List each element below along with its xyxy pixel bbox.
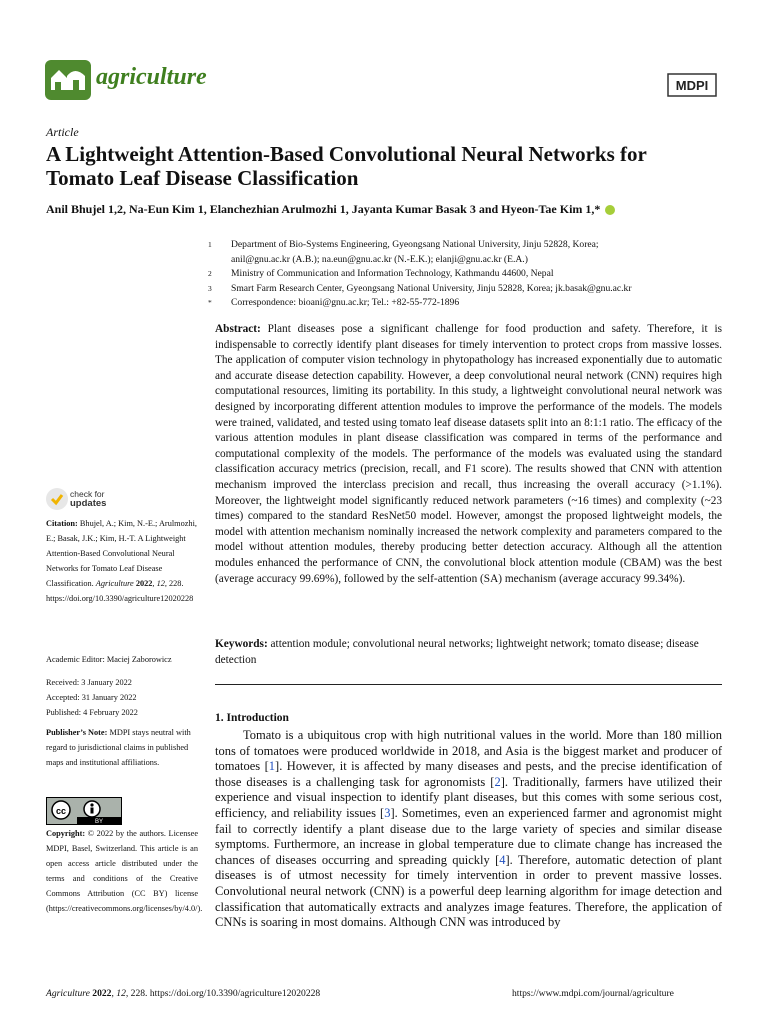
affiliation-item <box>208 282 728 297</box>
check-updates-icon <box>46 488 68 510</box>
publisher-name: MDPI <box>675 78 709 93</box>
copyright-label: Copyright: <box>46 829 86 838</box>
citation-block: Citation: Bhujel, A.; Kim, N.-E.; Arulmozhi, E.; Basak, J.K.; Kim, H.-T. A Lightweight Attention-Based Convolutional Neural Networks for Tomato Leaf Disease Classification. Agriculture 2022, 12, 228. https://doi.org/10.3390/agriculture12020228 <box>46 519 197 603</box>
publisher-note-text: MDPI stays neutral with regard to jurisdictional claims in published maps and institutional affiliations. <box>46 728 191 767</box>
footer-volume: 12 <box>116 988 126 999</box>
academic-editor: Academic Editor: Maciej Zaborowicz <box>46 655 172 664</box>
affiliation-mark: 2 <box>208 269 212 278</box>
footer-journal: Agriculture <box>46 988 90 999</box>
published-date: Published: 4 February 2022 <box>46 708 138 717</box>
publisher-note <box>46 725 198 770</box>
abstract-label: Abstract: <box>215 323 261 335</box>
citation-journal: Agriculture <box>95 579 134 588</box>
check-for-updates-badge[interactable] <box>46 488 206 516</box>
svg-text:cc: cc <box>55 806 67 816</box>
citation-text: Bhujel, A.; Kim, N.-E.; Arulmozhi, E.; Basak, J.K.; Kim, H.-T. A Lightweight Attention-Based Convolutional Neural Networks for Tomato Leaf Disease Classification. <box>46 519 197 588</box>
citation-label: Citation: <box>46 519 78 528</box>
affiliation-line: Smart Farm Research Center, Gyeongsang National University, Jinju 52828, Korea; jk.basak@gnu.ac.kr <box>231 282 632 294</box>
keywords-label: Keywords: <box>215 638 268 650</box>
publisher-note-label: Publisher’s Note: <box>46 728 108 737</box>
footer-doi[interactable]: , 228. https://doi.org/10.3390/agriculture12020228 <box>125 988 321 999</box>
cc-by-license-icon[interactable] <box>46 797 122 825</box>
dates-block <box>46 675 198 720</box>
footer-year: 2022 <box>92 988 112 999</box>
citation-year: 2022 <box>135 579 153 588</box>
affiliation-mark: * <box>208 298 212 307</box>
affiliations <box>208 238 728 311</box>
affiliation-item <box>208 267 728 282</box>
check-updates-text <box>70 490 106 508</box>
orcid-icon[interactable] <box>605 205 615 215</box>
citation-doi[interactable]: , 228. https://doi.org/10.3390/agriculture12020228 <box>46 579 194 603</box>
received-date: Received: 3 January 2022 <box>46 678 132 687</box>
journal-name: agriculture <box>96 64 207 90</box>
keywords-text: attention module; convolutional neural networks; lightweight network; tomato disease; disease detection <box>215 638 699 666</box>
mdpi-logo-icon <box>664 70 720 100</box>
reference-link[interactable]: 1 <box>268 759 276 774</box>
agriculture-logo-icon <box>45 60 91 100</box>
abstract <box>215 322 722 587</box>
accepted-date: Accepted: 31 January 2022 <box>46 693 137 702</box>
abstract-text: Plant diseases pose a significant challenge for food production and safety. Therefore, it is indispensable to correctly identify plant diseases for timely intervention to protect crops from massive losses. The application of computer vision technology in phytopathology has increased exponentially due to automatic and accurate disease detection capability. However, a deep convolutional neural network (CNN) requires high computational resources, limiting its portability. In this study, a lightweight convolutional neural network was designed by incorporating different attention modules to improve the performance of the models. The models were trained, validated, and tested using tomato leaf disease datasets split into an 8:1:1 ratio. The efficacy of the various attention modules in plant disease classification was compared in terms of the performance and computational complexity of the models. The performance of the models was evaluated using the standard classification accuracy metrics (precision, recall, and F1 score). The results showed that CNN with attention mechanism improved the interclass precision and recall, thus increasing the overall accuracy (>1.1%). Moreover, the lightweight model significantly reduced network parameters (~16 times) and complexity (~23 times) compared to the standard ResNet50 model. However, amongst the proposed lightweight models, the model with attention mechanism nominally increased the network complexity and parameters compared to the model without attention modules, thereby producing better detection accuracy. Although all the attention modules enhanced the performance of CNN, the convolutional block attention module (CBAM) was the best (average accuracy 99.69%), followed by the self-attention (SA) mechanism (average accuracy 99.34%). <box>215 323 722 585</box>
check-for-label: check for <box>70 489 105 499</box>
introduction-paragraph: Tomato is a ubiquitous crop with high nutritional values in the world. More than 180 million tons of tomatoes were produced worldwide in 2018, and Asia is the biggest market and producer of tomatoes [1]. However, it is affected by many diseases and pests, and the precise identification of those diseases is a challenging task for agronomists [2]. Traditionally, farmers have utilized their experience and visual inspection to identify plant diseases, but this comes with some serious cost, efficiency, and reliability issues [3]. Sometimes, even an experienced farmer and agronomist might fail to correctly identify a plant disease due to the large variety of species and similar disease symptoms. Furthermore, an increase in global temperature due to climate change has increased the chances of diseases occurring and spreading quickly [4]. Therefore, automatic detection of plant diseases is of utmost necessity for timely intervention in order to prevent massive losses. Convolutional neural network (CNN) is a powerful deep learning algorithm for image detection and classification that automatically extracts and analyzes image features. Therefore, the application of CNNs is soaring in most domains. Although CNN was introduced by <box>215 728 723 930</box>
keywords <box>215 637 722 668</box>
cc-by-label: BY <box>94 819 104 824</box>
author-list <box>46 202 615 217</box>
affiliation-item <box>208 296 728 311</box>
article-type: Article <box>46 125 79 139</box>
paper-title: A Lightweight Attention-Based Convolutional Neural Networks for Tomato Leaf Disease Classification <box>46 142 647 190</box>
reference-link[interactable]: 3 <box>384 805 391 820</box>
affiliation-line: anil@gnu.ac.kr (A.B.); na.eun@gnu.ac.kr (N.-E.K.); elanji@gnu.ac.kr (E.A.) <box>231 253 528 265</box>
updates-label: updates <box>70 498 107 509</box>
reference-link[interactable]: 2 <box>494 774 501 789</box>
copyright-block <box>46 826 203 916</box>
affiliation-item <box>208 238 728 267</box>
section-heading-introduction: 1. Introduction <box>215 712 289 724</box>
section-divider <box>215 684 722 685</box>
copyright-text: © 2022 by the authors. Licensee MDPI, Basel, Switzerland. This article is an open access article distributed under the terms and conditions of the Creative Commons Attribution (CC BY) license (https://creativecommons.org/licenses/by/4.0/). <box>46 829 203 913</box>
citation-volume: 12 <box>156 579 165 588</box>
affiliation-line: Correspondence: bioani@gnu.ac.kr; Tel.: +82-55-772-1896 <box>231 297 460 308</box>
footer-journal-url[interactable]: https://www.mdpi.com/journal/agriculture <box>512 988 674 999</box>
affiliation-mark: 1 <box>208 240 212 249</box>
affiliation-mark: 3 <box>208 283 212 293</box>
affiliation-line: Ministry of Communication and Information Technology, Kathmandu 44600, Nepal <box>231 268 554 279</box>
footer-citation: Agriculture 2022, 12, 228. https://doi.org/10.3390/agriculture12020228 <box>46 988 321 999</box>
reference-link[interactable]: 4 <box>499 852 506 867</box>
authors-text: Anil Bhujel 1,2, Na-Eun Kim 1, Elanchezhian Arulmozhi 1, Jayanta Kumar Basak 3 and Hyeon-Tae Kim 1,* <box>46 202 601 216</box>
affiliation-line: Department of Bio-Systems Engineering, Gyeongsang National University, Jinju 52828, Korea; <box>231 239 599 250</box>
